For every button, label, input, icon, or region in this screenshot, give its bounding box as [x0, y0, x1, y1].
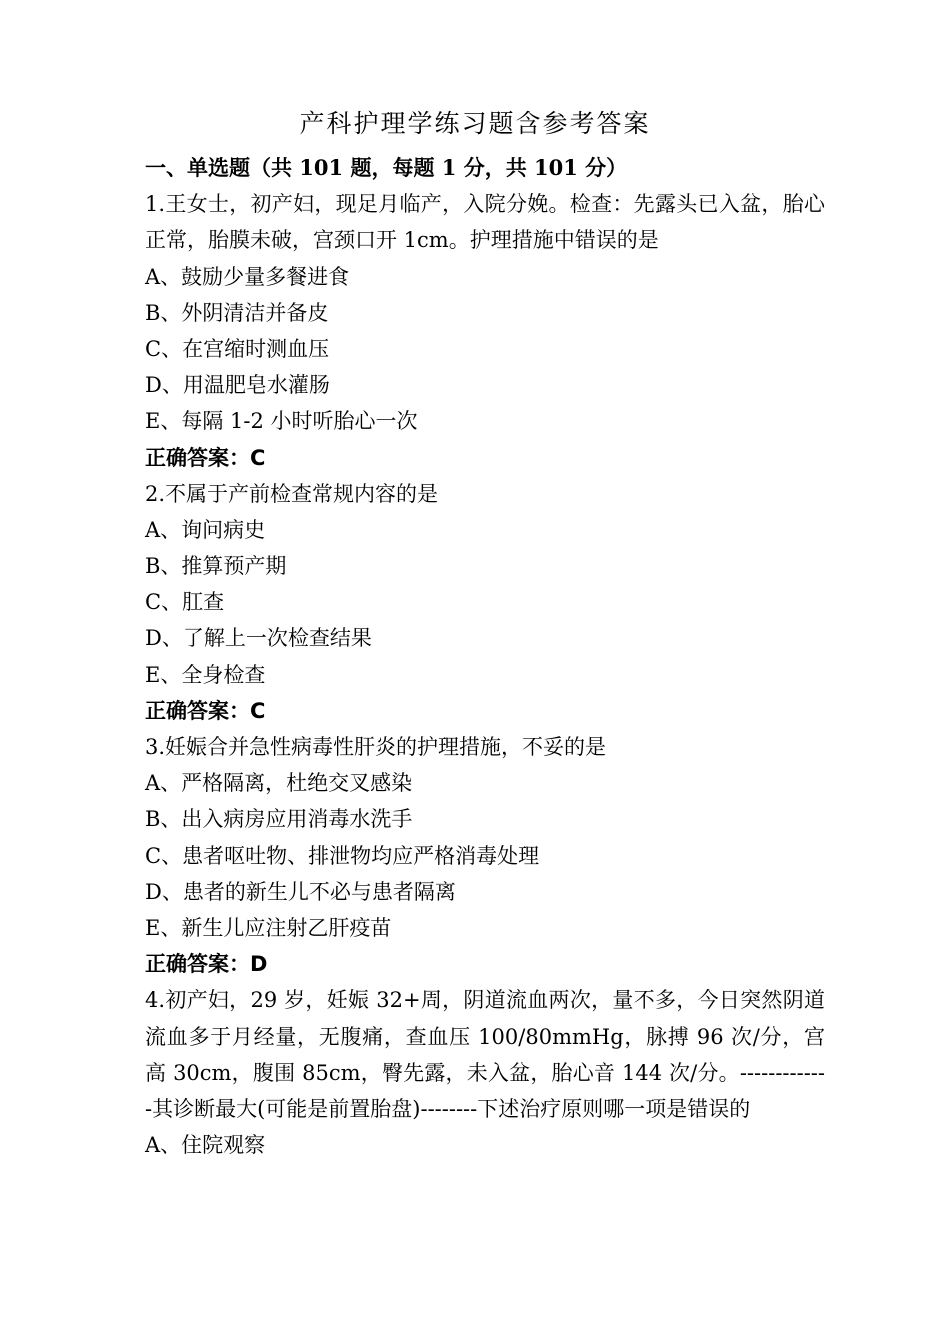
option-a: A、严格隔离，杜绝交叉感染: [145, 771, 413, 796]
question-1: [145, 186, 825, 476]
option-d: D、了解上一次检查结果: [145, 626, 372, 651]
option-e: E、每隔 1-2 小时听胎心一次: [145, 409, 418, 434]
option-d: D、患者的新生儿不必与患者隔离: [145, 879, 456, 904]
option-a: A、询问病史: [145, 517, 266, 542]
option-e: E、新生儿应注射乙肝疫苗: [145, 916, 392, 940]
option-c: C、在宫缩时测血压: [145, 336, 330, 361]
option-c: C、肛查: [145, 590, 225, 615]
question-stem: 4.初产妇，29 岁，妊娠 32+周，阴道流血两次，量不多，今日突然阴道流血多于月经量，无腹痛，查血压 100/80mmHg，脉搏 96 次/分，宫高 30cm，腹围 85cm，臀先露，未入盆，胎心音 144 次/分。-------------其诊断最大(可能是前置胎盘)--------下述治疗原则哪一项是错误的: [145, 988, 825, 1121]
section-heading: 一、单选题（共 101 题，每题 1 分，共 101 分）: [145, 155, 628, 180]
option-c: C、患者呕吐物、排泄物均应严格消毒处理: [145, 843, 540, 868]
option-a: A、住院观察: [145, 1133, 266, 1158]
option-b: B、外阴清洁并备皮: [145, 300, 329, 325]
question-stem: 2.不属于产前检查常规内容的是: [145, 481, 439, 506]
option-e: E、全身检查: [145, 662, 266, 687]
question-3: [145, 729, 825, 982]
option-b: B、出入病房应用消毒水洗手: [145, 807, 413, 832]
question-2: [145, 476, 825, 729]
question-4: [145, 982, 825, 1163]
correct-answer: 正确答案：C: [145, 445, 266, 470]
option-a: A、鼓励少量多餐进食: [145, 264, 350, 289]
question-stem: 1.王女士，初产妇，现足月临产，入院分娩。检查：先露头已入盆，胎心 正常，胎膜未破，宫颈口开 1cm。护理措施中错误的是: [145, 192, 825, 253]
document-body: [145, 150, 825, 1163]
correct-answer: 正确答案：C: [145, 698, 266, 723]
document-title: 产科护理学练习题含参考答案: [299, 109, 651, 138]
option-b: B、推算预产期: [145, 554, 287, 579]
question-stem: 3.妊娠合并急性病毒性肝炎的护理措施，不妥的是: [145, 735, 607, 760]
option-d: D、用温肥皂水灌肠: [145, 373, 330, 398]
correct-answer: 正确答案：D: [145, 952, 268, 977]
